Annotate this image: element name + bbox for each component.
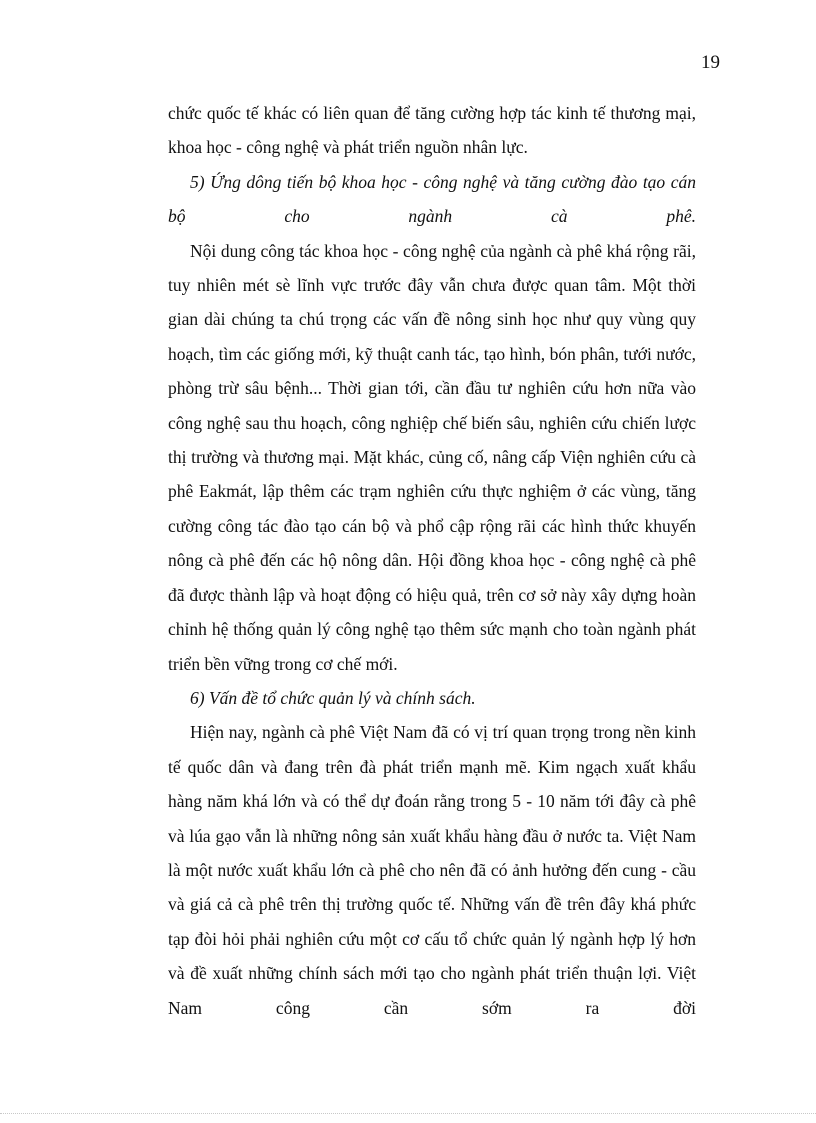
page-bottom-divider <box>0 1113 816 1114</box>
page-number: 19 <box>701 52 720 73</box>
paragraph-management-policy: Hiện nay, ngành cà phê Việt Nam đã có vị trí quan trọng trong nền kinh tế quốc dân và đang trên đà phát triển mạnh mẽ. Kim ngạch xuất khẩu hàng năm khá lớn và có thể dự đoán rằng trong 5 - 10 năm tới đây cà phê và lúa gạo vẫn là những nông sản xuất khẩu hàng đầu ở nước ta. Việt Nam là một nước xuất khẩu lớn cà phê cho nên đã có ảnh hưởng đến cung - cầu và giá cả cà phê trên thị trường quốc tế. Những vấn đề trên đây khá phức tạp đòi hỏi phải nghiên cứu một cơ cấu tổ chức quản lý ngành hợp lý hơn và đề xuất những chính sách mới tạo cho ngành phát triển thuận lợi. Việt Nam công cần sớm ra đời <box>168 722 696 1018</box>
section-heading-5: 5) Ứng dông tiến bộ khoa học - công nghệ và tăng cường đào tạo cán bộ cho ngành cà phê. <box>168 171 696 227</box>
document-body <box>168 96 696 1025</box>
paragraph-continuation: chức quốc tế khác có liên quan để tăng cường hợp tác kinh tế thương mại, khoa học - công nghệ và phát triển nguồn nhân lực. <box>168 103 696 158</box>
section-heading-6: 6) Vấn đề tổ chức quản lý và chính sách. <box>190 687 476 708</box>
paragraph-science-technology: Nội dung công tác khoa học - công nghệ của ngành cà phê khá rộng rãi, tuy nhiên mét sè lĩnh vực trước đây vẫn chưa được quan tâm. Một thời gian dài chúng ta chú trọng các vấn đề nông sinh học như quy vùng quy hoạch, tìm các giống mới, kỹ thuật canh tác, tạo hình, bón phân, tưới nước, phòng trừ sâu bệnh... Thời gian tới, cần đầu tư nghiên cứu hơn nữa vào công nghệ sau thu hoạch, công nghiệp chế biến sâu, nghiên cứu chiến lược thị trường và thương mại. Mặt khác, củng cố, nâng cấp Viện nghiên cứu cà phê Eakmát, lập thêm các trạm nghiên cứu thực nghiệm ở các vùng, tăng cường công tác đào tạo cán bộ và phổ cập rộng rãi các hình thức khuyến nông cà phê đến các hộ nông dân. Hội đồng khoa học - công nghệ cà phê đã được thành lập và hoạt động có hiệu quả, trên cơ sở này xây dựng hoàn chỉnh hệ thống quản lý công nghệ tạo thêm sức mạnh cho toàn ngành phát triển bền vững trong cơ chế mới. <box>168 240 696 674</box>
